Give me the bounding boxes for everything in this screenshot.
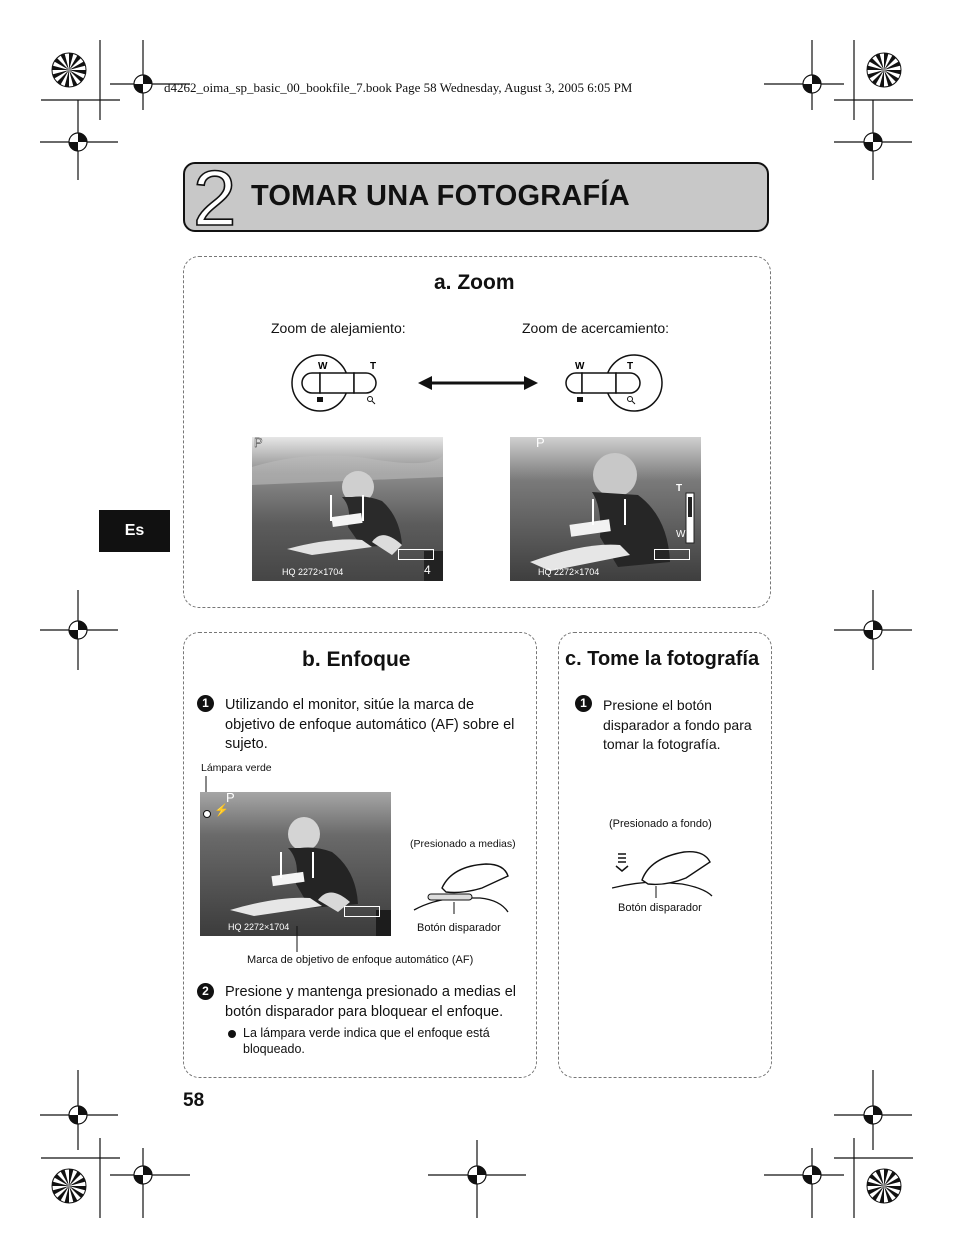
card-icon — [398, 549, 434, 560]
registration-star-icon — [51, 52, 87, 88]
step-2-badge: 2 — [197, 983, 214, 1000]
af-label-leader — [294, 926, 300, 954]
photo-focus — [200, 792, 391, 936]
green-lamp-icon — [203, 810, 211, 818]
af-target-mark — [280, 852, 314, 878]
zoom-lever-tele-icon — [564, 354, 668, 414]
focus-step-2: Presione y mantenga presionado a medias el botón disparador para bloquear el enfoque. — [225, 984, 516, 1020]
zoom-w-label: W — [575, 361, 585, 372]
chapter-number: 2 — [193, 154, 237, 242]
mode-p: P — [254, 437, 263, 450]
af-mark-label: Marca de objetivo de enfoque automático (AF) — [247, 954, 474, 966]
language-tab: Es — [99, 510, 170, 552]
registration-star-icon — [866, 52, 902, 88]
focus-step-1: Utilizando el monitor, sitúe la marca de objetivo de enfoque automático (AF) sobre el sujeto. — [225, 697, 515, 752]
shutter-full-press-icon — [612, 848, 716, 898]
zoom-t-label: T — [627, 361, 634, 372]
registration-star-icon — [51, 1168, 87, 1204]
half-press-label: (Presionado a medias) — [410, 838, 516, 850]
focus-note: La lámpara verde indica que el enfoque está bloqueado. — [243, 1026, 490, 1056]
zoom-heading: a. Zoom — [434, 271, 515, 294]
focus-heading: b. Enfoque — [302, 648, 411, 671]
mode-p: P — [536, 437, 545, 450]
zoom-in-caption: Zoom de acercamiento: — [522, 320, 670, 336]
frames-remaining: 4 — [424, 563, 431, 577]
card-icon — [344, 906, 380, 917]
step-1-badge-c: 1 — [575, 695, 592, 712]
quality-readout: HQ 2272×1704 — [282, 567, 344, 577]
zoom-out-caption: Zoom de alejamiento: — [271, 320, 406, 336]
page-number: 58 — [183, 1090, 205, 1111]
zoom-w-label: W — [318, 361, 328, 372]
chapter-banner — [183, 154, 769, 242]
photo-zoom-in — [510, 437, 701, 581]
registration-star-icon — [866, 1168, 902, 1204]
shutter-label-c: Botón disparador — [618, 902, 702, 914]
chapter-title: TOMAR UNA FOTOGRAFÍA — [251, 180, 630, 212]
full-press-label: (Presionado a fondo) — [609, 818, 712, 830]
green-lamp-label: Lámpara verde — [201, 762, 272, 774]
zoom-t-label: T — [370, 361, 377, 372]
shutter-label-b: Botón disparador — [417, 922, 501, 934]
bullet-dot-icon — [228, 1030, 236, 1038]
double-arrow-icon — [418, 374, 538, 392]
quality-readout: HQ 2272×1704 — [228, 922, 290, 932]
mode-p: P — [226, 792, 235, 805]
af-target-mark — [592, 499, 626, 525]
take-photo-step-1: Presione el botón disparador a fondo para tomar la fotografía. — [603, 697, 752, 752]
zoom-lever-wide-icon — [290, 354, 390, 414]
quality-readout: HQ 2272×1704 — [538, 567, 600, 577]
photo-zoom-out — [252, 437, 443, 581]
shutter-half-press-icon — [412, 858, 512, 918]
af-target-mark — [330, 495, 364, 521]
file-header: d4262_oima_sp_basic_00_bookfile_7.book Page 58 Wednesday, August 3, 2005 6:05 PM — [164, 80, 633, 95]
card-icon — [654, 549, 690, 560]
step-1-badge: 1 — [197, 695, 214, 712]
take-photo-heading: c. Tome la fotografía — [565, 648, 760, 670]
zoom-tele-indicator: T — [676, 483, 683, 494]
zoom-wide-indicator: W — [676, 529, 686, 540]
flash-icon: ⚡ — [214, 803, 229, 817]
